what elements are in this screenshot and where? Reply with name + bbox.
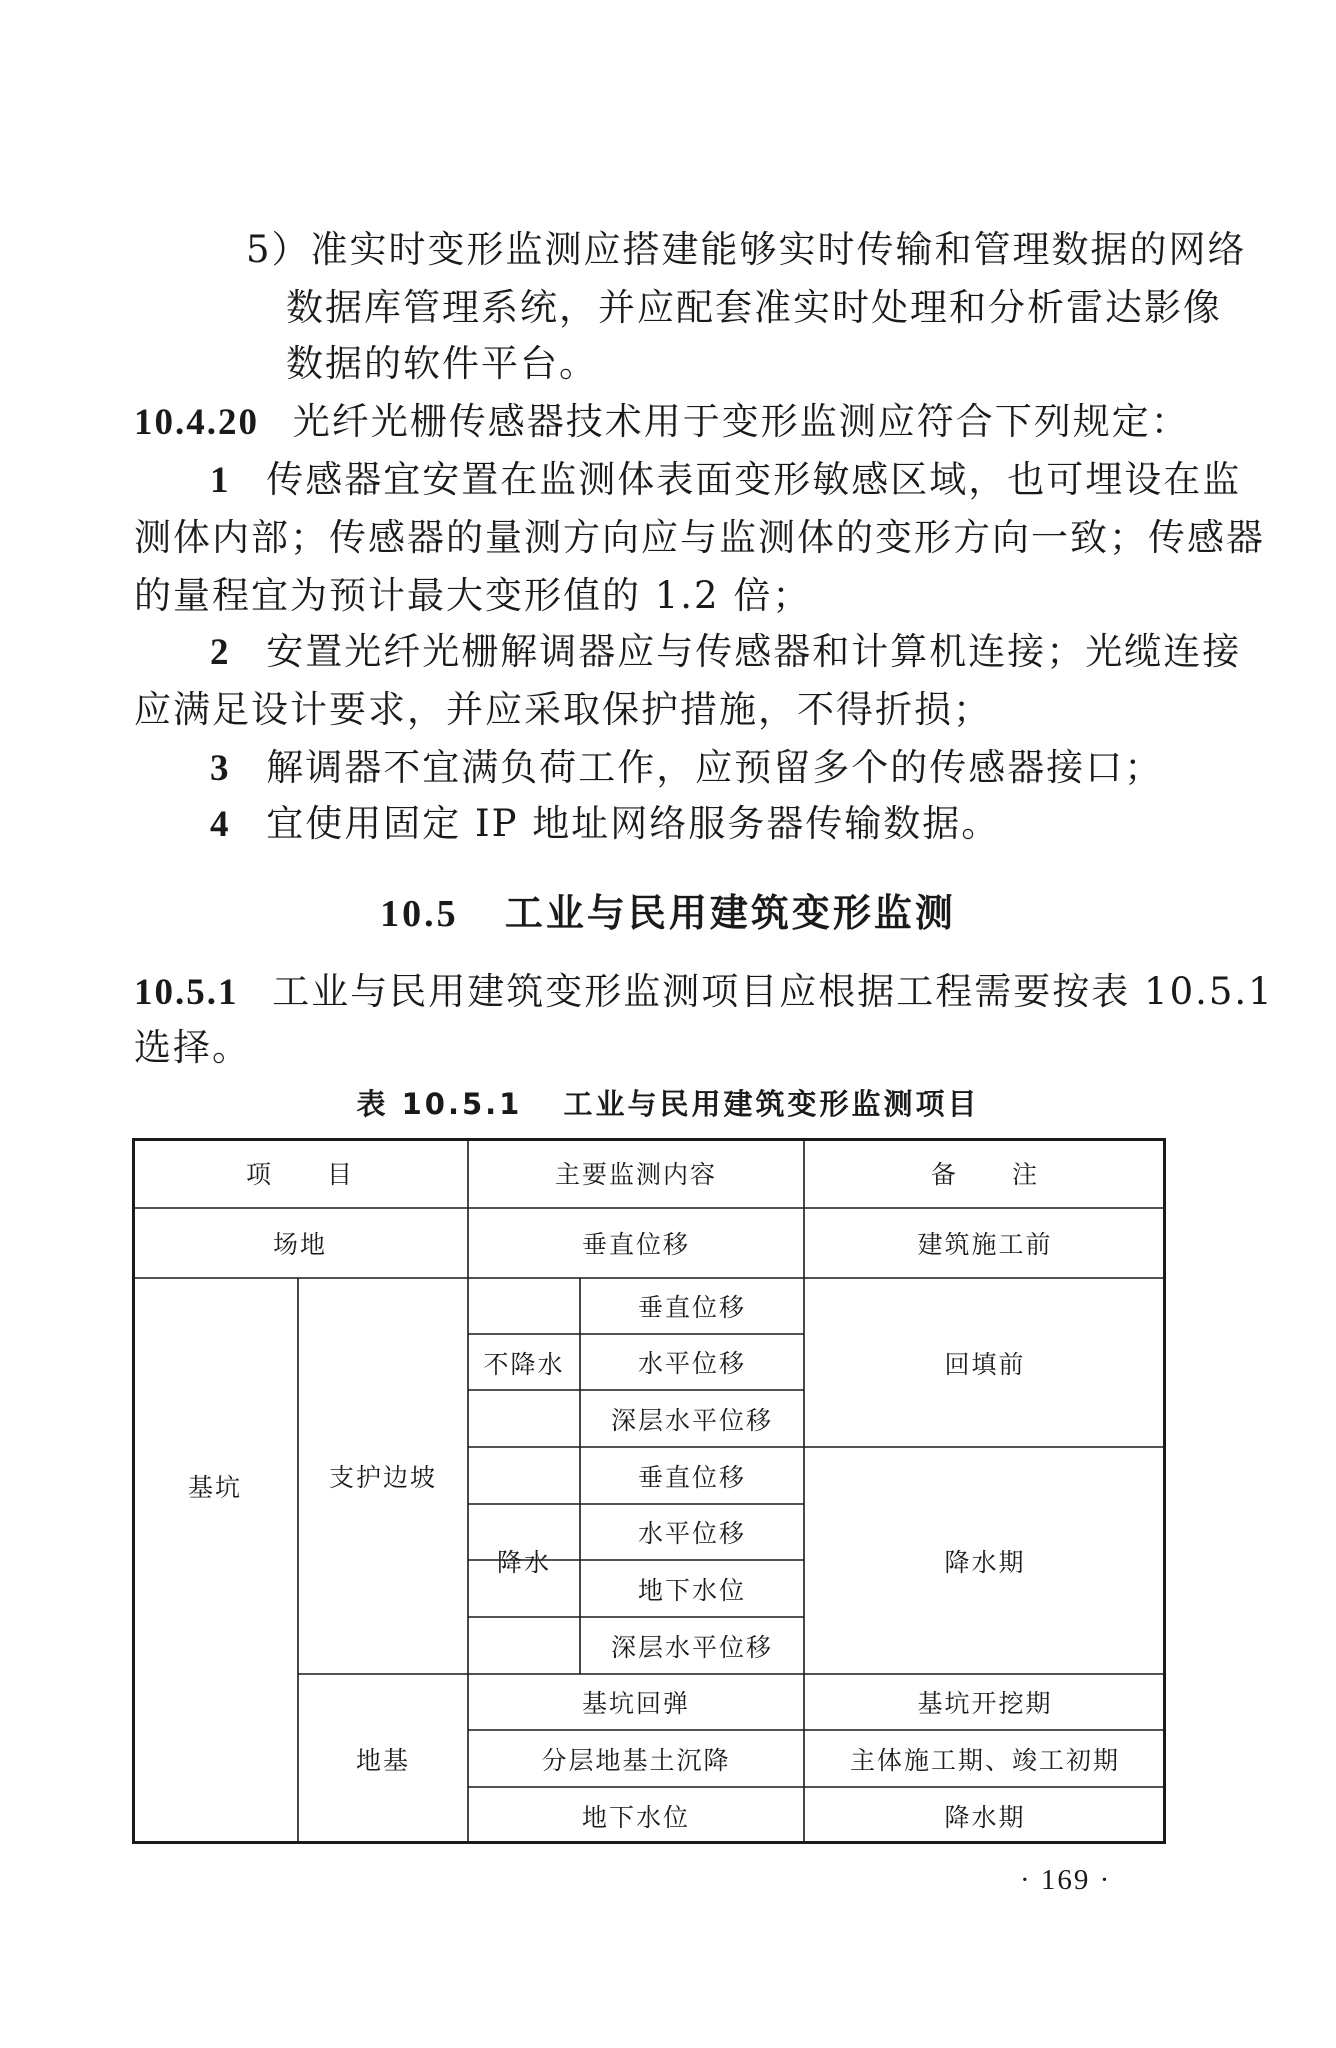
no-dewatering-note: 回填前 (944, 1349, 1026, 1379)
item-text: 安置光纤光栅解调器应与传感器和计算机连接；光缆连接 (266, 630, 1242, 673)
header-content: 主要监测内容 (554, 1160, 717, 1189)
dewatering-note: 降水期 (944, 1547, 1026, 1577)
item-3 (210, 746, 1163, 791)
monitoring-table (132, 1138, 1166, 1844)
table-cell: 基坑回弹 (581, 1689, 690, 1718)
paragraph-line: 测体内部；传感器的量测方向应与监测体的变形方向一致；传感器 (134, 516, 1265, 559)
item-number: 1 (210, 460, 231, 501)
table-cell: 垂直位移 (637, 1293, 746, 1322)
clause-10-4-20 (134, 400, 1190, 445)
header-item: 项 目 (245, 1160, 354, 1189)
section-heading (0, 882, 1336, 937)
table-cell: 地下水位 (637, 1575, 746, 1605)
slope-label: 支护边坡 (328, 1463, 437, 1492)
item-1 (210, 458, 1241, 503)
clause-text: 工业与民用建筑变形监测项目应根据工程需要按表 10.5.1 (272, 970, 1274, 1013)
clause-10-5-1 (134, 970, 1274, 1015)
table-cell: 深层水平位移 (610, 1632, 773, 1662)
table-cell: 地下水位 (581, 1802, 690, 1832)
paragraph-line: 选择。 (134, 1026, 251, 1069)
table-cell: 分层地基土沉降 (541, 1745, 731, 1775)
table-caption (0, 1082, 1336, 1123)
paragraph-line: 数据库管理系统，并应配套准实时处理和分析雷达影像 (286, 286, 1222, 329)
no-dewatering-label: 不降水 (483, 1349, 565, 1379)
site-note: 建筑施工前 (917, 1230, 1053, 1259)
paragraph-line: 5）准实时变形监测应搭建能够实时传输和管理数据的网络 (246, 228, 1247, 271)
foundation-label: 地基 (355, 1746, 410, 1775)
section-number: 10.5 (380, 893, 459, 935)
item-number: 4 (210, 804, 231, 845)
table-cell: 基坑开挖期 (917, 1689, 1053, 1718)
item-number: 3 (210, 748, 231, 789)
clause-number: 10.5.1 (134, 972, 239, 1013)
table-cell: 降水期 (944, 1802, 1026, 1832)
site-content: 垂直位移 (581, 1230, 690, 1259)
table-number: 表 10.5.1 (356, 1087, 523, 1121)
section-title: 工业与民用建筑变形监测 (504, 891, 956, 935)
page-number: · 169 · (1020, 1864, 1112, 1896)
item-text: 宜使用固定 IP 地址网络服务器传输数据。 (266, 802, 1001, 845)
item-text: 传感器宜安置在监测体表面变形敏感区域，也可埋设在监 (266, 458, 1242, 501)
table-cell: 水平位移 (637, 1349, 746, 1378)
clause-number: 10.4.20 (134, 402, 259, 443)
table-cell: 水平位移 (637, 1519, 746, 1548)
header-note: 备 注 (930, 1160, 1039, 1189)
table-cell: 主体施工期、竣工初期 (849, 1745, 1120, 1775)
dewatering-label: 降水 (496, 1547, 551, 1577)
paragraph-line: 数据的软件平台。 (286, 342, 598, 385)
item-text: 解调器不宜满负荷工作，应预留多个的传感器接口； (266, 746, 1164, 789)
paragraph-line: 应满足设计要求，并应采取保护措施，不得折损； (134, 688, 992, 731)
pit-label: 基坑 (187, 1473, 242, 1502)
item-4 (210, 802, 1000, 847)
table-title: 工业与民用建筑变形监测项目 (563, 1087, 980, 1121)
table-cell: 深层水平位移 (610, 1405, 773, 1435)
clause-text: 光纤光栅传感器技术用于变形监测应符合下列规定： (292, 400, 1190, 443)
item-number: 2 (210, 632, 231, 673)
site-item: 场地 (272, 1230, 327, 1259)
paragraph-line: 的量程宜为预计最大变形值的 1.2 倍； (134, 574, 812, 617)
item-2 (210, 630, 1241, 675)
table-cell: 垂直位移 (637, 1462, 746, 1492)
